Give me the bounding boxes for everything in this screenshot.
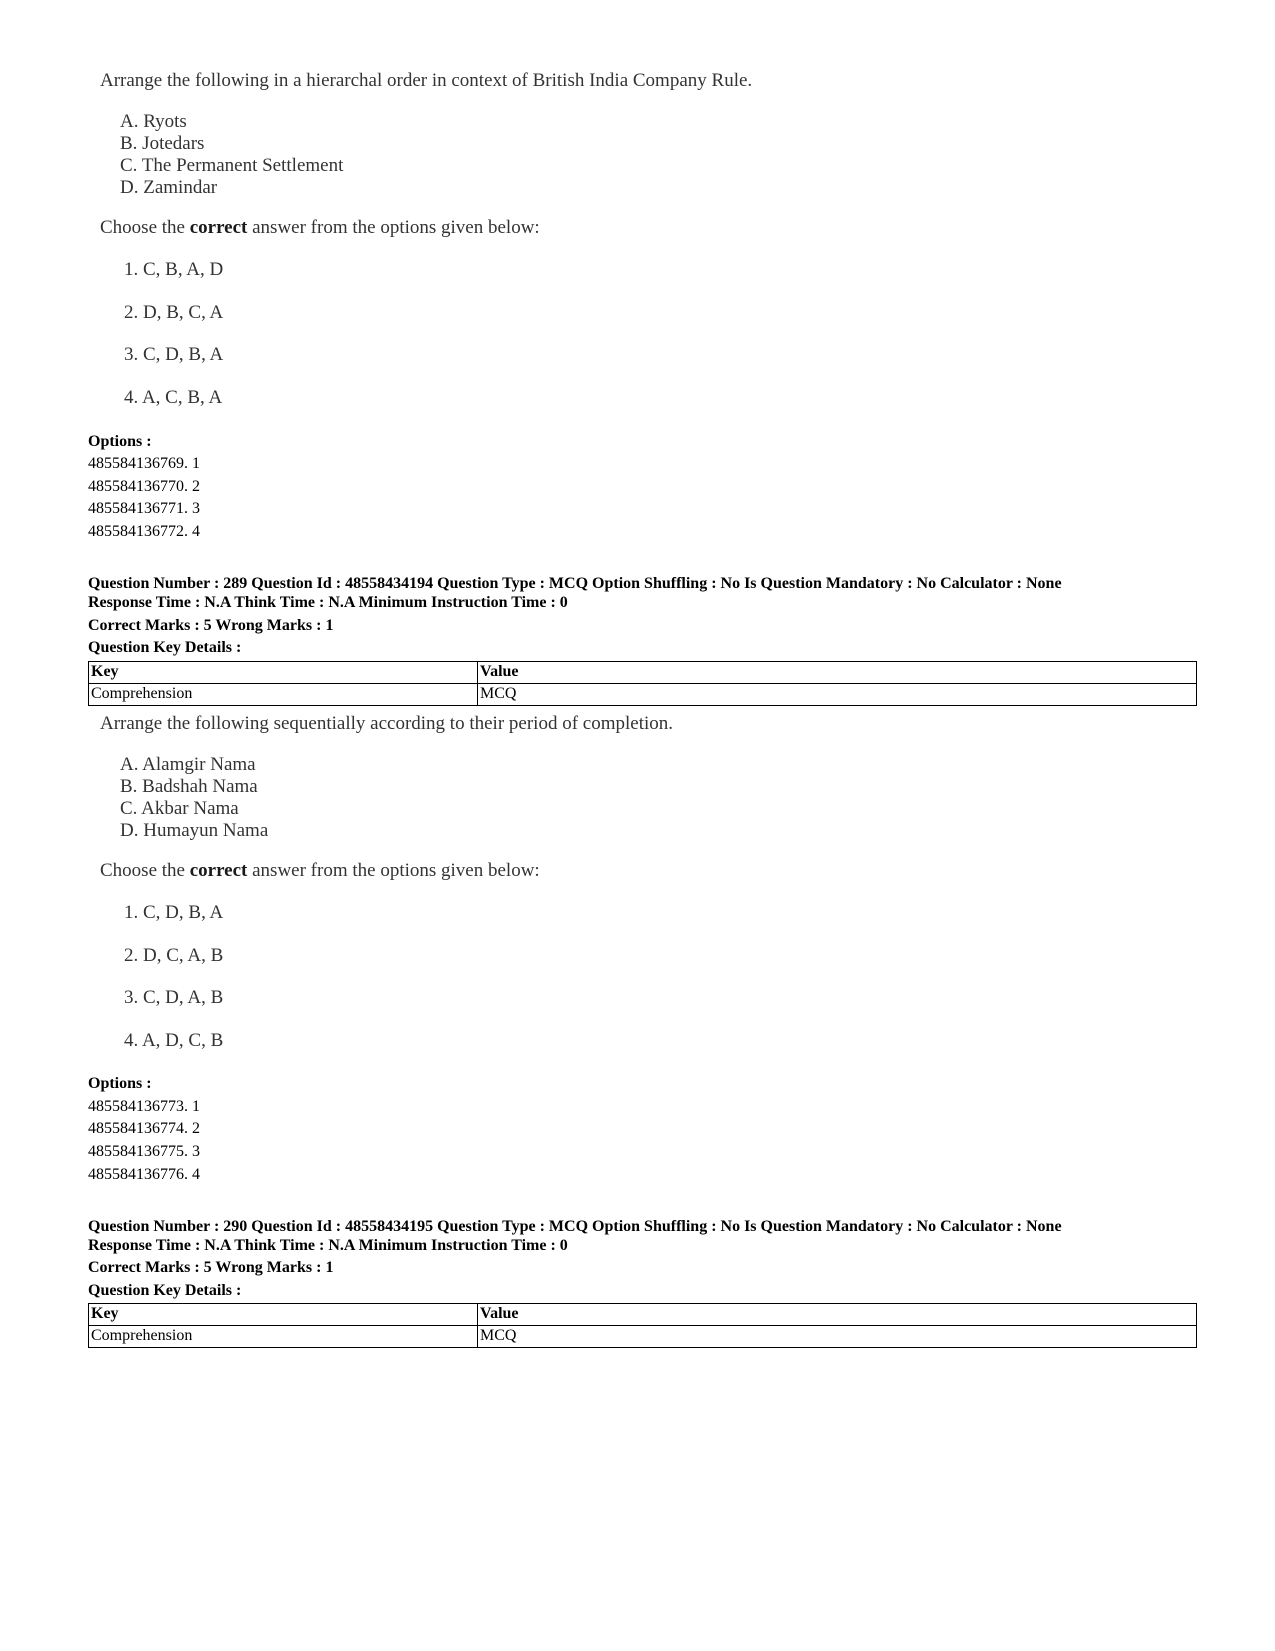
table-header-value: Value	[478, 662, 1197, 684]
option-id: 485584136769. 1	[88, 455, 200, 472]
table-cell-value: MCQ	[478, 1326, 1197, 1348]
table-header-row	[89, 1304, 1197, 1326]
question-marks: Correct Marks : 5 Wrong Marks : 1	[88, 617, 334, 634]
option-id: 485584136770. 2	[88, 478, 200, 495]
question-marks: Correct Marks : 5 Wrong Marks : 1	[88, 1259, 334, 1276]
question-timing-line: Response Time : N.A Think Time : N.A Minimum Instruction Time : 0	[88, 1237, 568, 1254]
option-id: 485584136773. 1	[88, 1098, 200, 1115]
question-item: A. Alamgir Nama	[120, 754, 256, 775]
choose-suffix: answer from the options given below:	[247, 217, 540, 238]
answer-choice: 1. C, B, A, D	[124, 259, 224, 280]
question-timing-line: Response Time : N.A Think Time : N.A Minimum Instruction Time : 0	[88, 594, 568, 611]
question-meta-line: Question Number : 290 Question Id : 48558434195 Question Type : MCQ Option Shuffling : No Is Question Mandatory : No Calculator : None	[88, 1218, 1062, 1235]
question-item: B. Jotedars	[120, 133, 205, 154]
question-image-hierarchy	[100, 70, 800, 420]
question-image-sequence	[100, 713, 800, 1063]
question-meta-line: Question Number : 289 Question Id : 48558434194 Question Type : MCQ Option Shuffling : No Is Question Mandatory : No Calculator : None	[88, 575, 1062, 592]
table-row	[89, 1326, 1197, 1348]
choose-instruction	[100, 217, 540, 239]
options-label: Options :	[88, 433, 152, 450]
answer-choice: 4. A, C, B, A	[124, 387, 223, 408]
answer-choice: 4. A, D, C, B	[124, 1030, 224, 1051]
table-cell-key: Comprehension	[89, 684, 478, 706]
table-cell-key: Comprehension	[89, 1326, 478, 1348]
table-header-value: Value	[478, 1304, 1197, 1326]
question-item: B. Badshah Nama	[120, 776, 258, 797]
option-id: 485584136775. 3	[88, 1143, 200, 1160]
answer-choice: 2. D, C, A, B	[124, 945, 224, 966]
table-header-key: Key	[89, 662, 478, 684]
table-cell-value: MCQ	[478, 684, 1197, 706]
choose-suffix: answer from the options given below:	[247, 860, 540, 881]
option-id: 485584136771. 3	[88, 500, 200, 517]
question-item: C. The Permanent Settlement	[120, 155, 344, 176]
question-item: A. Ryots	[120, 111, 187, 132]
table-row	[89, 684, 1197, 706]
table-header-row	[89, 662, 1197, 684]
question-item: C. Akbar Nama	[120, 798, 239, 819]
question-key-details-label: Question Key Details :	[88, 639, 242, 656]
question-key-table	[88, 1303, 1197, 1348]
question-item: D. Zamindar	[120, 177, 218, 198]
option-id: 485584136774. 2	[88, 1120, 200, 1137]
choose-prefix: Choose the	[100, 217, 190, 238]
answer-choice: 1. C, D, B, A	[124, 902, 224, 923]
question-key-table	[88, 661, 1197, 706]
answer-choice: 3. C, D, A, B	[124, 987, 224, 1008]
question-stem: Arrange the following sequentially according to their period of completion.	[100, 713, 673, 734]
answer-choice: 3. C, D, B, A	[124, 344, 224, 365]
question-stem: Arrange the following in a hierarchal order in context of British India Company Rule.	[100, 70, 753, 91]
option-id: 485584136776. 4	[88, 1166, 200, 1183]
option-id: 485584136772. 4	[88, 523, 200, 540]
choose-bold: correct	[189, 217, 248, 238]
table-header-key: Key	[89, 1304, 478, 1326]
question-item: D. Humayun Nama	[120, 820, 269, 841]
choose-instruction	[100, 860, 540, 882]
options-label: Options :	[88, 1075, 152, 1092]
answer-choice: 2. D, B, C, A	[124, 302, 224, 323]
choose-bold: correct	[189, 860, 248, 881]
choose-prefix: Choose the	[100, 860, 190, 881]
question-key-details-label: Question Key Details :	[88, 1282, 242, 1299]
